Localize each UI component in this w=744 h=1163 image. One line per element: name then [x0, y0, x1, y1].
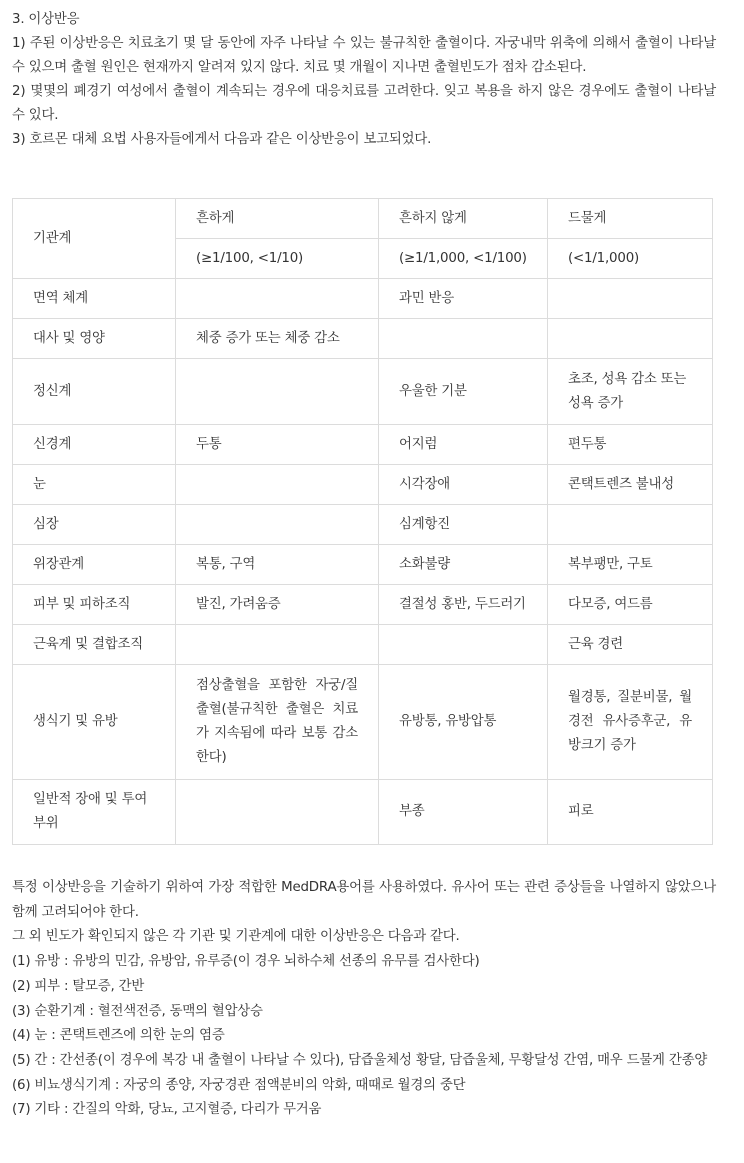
list-item: (3) 순환기계 : 혈전색전증, 동맥의 혈압상승 [12, 1003, 263, 1019]
additional-reactions-section [12, 876, 716, 1123]
uncommon-cell: 부종 [379, 780, 548, 845]
rare-cell: 복부팽만, 구토 [548, 545, 713, 585]
organ-cell: 정신계 [13, 359, 176, 425]
list-item: (1) 유방 : 유방의 민감, 유방암, 유루증(이 경우 뇌하수체 선종의 유무를 검사한다) [12, 954, 480, 970]
organ-cell: 눈 [13, 465, 176, 505]
common-cell [176, 359, 379, 425]
list-item: (2) 피부 : 탈모증, 간반 [12, 978, 145, 994]
organ-cell: 생식기 및 유방 [13, 665, 176, 780]
uncommon-cell: 시각장애 [379, 465, 548, 505]
list-item: (6) 비뇨생식기계 : 자궁의 종양, 자궁경관 점액분비의 악화, 때때로 월경의 중단 [12, 1077, 466, 1093]
rare-cell [548, 279, 713, 319]
table-row [13, 585, 713, 625]
intro-paragraph-2: 2) 몇몇의 폐경기 여성에서 출혈이 계속되는 경우에 대응치료를 고려한다. 잊고 복용을 하지 않은 경우에도 출혈이 나타날 수 있다. [12, 84, 716, 123]
list-item: (5) 간 : 간선종(이 경우에 복강 내 출혈이 나타날 수 있다), 담즙울체성 황달, 담즙울체, 무황달성 간염, 매우 드물게 간종양 [12, 1052, 708, 1068]
common-cell [176, 505, 379, 545]
header-organ-system: 기관계 [13, 199, 176, 279]
list-item: (4) 눈 : 콘택트렌즈에 의한 눈의 염증 [12, 1028, 225, 1044]
common-cell [176, 625, 379, 665]
header-rare: 드물게 [548, 199, 713, 239]
rare-cell [548, 505, 713, 545]
common-cell [176, 780, 379, 845]
table-header-row [13, 199, 713, 239]
intro-paragraph-3: 3) 호르몬 대체 요법 사용자들에게서 다음과 같은 이상반응이 보고되었다. [12, 132, 432, 147]
table-row [13, 425, 713, 465]
table-row [13, 465, 713, 505]
common-cell [176, 465, 379, 505]
uncommon-cell: 우울한 기분 [379, 359, 548, 425]
common-cell: 복통, 구역 [176, 545, 379, 585]
rare-cell [548, 319, 713, 359]
uncommon-cell: 과민 반응 [379, 279, 548, 319]
uncommon-cell: 결절성 홍반, 두드러기 [379, 585, 548, 625]
rare-cell: 피로 [548, 780, 713, 845]
uncommon-cell: 어지럼 [379, 425, 548, 465]
meddra-note: 특정 이상반응을 기술하기 위하여 가장 적합한 MedDRA용어를 사용하였다. 유사어 또는 관련 증상들을 나열하지 않았으나 함께 고려되어야 한다. [12, 880, 716, 920]
rare-cell: 월경통, 질분비물, 월경전 유사증후군, 유방크기 증가 [548, 665, 713, 780]
organ-cell: 피부 및 피하조직 [13, 585, 176, 625]
organ-cell: 면역 체계 [13, 279, 176, 319]
header-uncommon-frequency: (≥1/1,000, <1/100) [379, 239, 548, 279]
uncommon-cell: 소화불량 [379, 545, 548, 585]
organ-cell: 근육계 및 결합조직 [13, 625, 176, 665]
uncommon-cell: 유방통, 유방압통 [379, 665, 548, 780]
table-row [13, 279, 713, 319]
organ-cell: 심장 [13, 505, 176, 545]
table-row [13, 505, 713, 545]
section-heading: 3. 이상반응 [12, 12, 80, 27]
uncommon-cell [379, 625, 548, 665]
uncommon-cell [379, 319, 548, 359]
intro-paragraph-1: 1) 주된 이상반응은 치료초기 몇 달 동안에 자주 나타날 수 있는 불규칙한 출혈이다. 자궁내막 위축에 의해서 출혈이 나타날 수 있으며 출혈 원인은 현재까지 알려져 있지 않다. 치료 몇 개월이 지나면 출혈빈도가 점차 감소된다. [12, 36, 716, 75]
other-reactions-intro: 그 외 빈도가 확인되지 않은 각 기관 및 기관계에 대한 이상반응은 다음과 같다. [12, 929, 460, 945]
adverse-reactions-table [12, 198, 713, 845]
header-common-frequency: (≥1/100, <1/10) [176, 239, 379, 279]
organ-cell: 대사 및 영양 [13, 319, 176, 359]
organ-cell: 신경계 [13, 425, 176, 465]
common-cell: 점상출혈을 포함한 자궁/질출혈(불규칙한 출혈은 치료가 지속됨에 따라 보통 감소한다) [176, 665, 379, 780]
common-cell: 체중 증가 또는 체중 감소 [176, 319, 379, 359]
list-item: (7) 기타 : 간질의 악화, 당뇨, 고지혈증, 다리가 무거움 [12, 1102, 322, 1118]
rare-cell: 다모증, 여드름 [548, 585, 713, 625]
common-cell: 두통 [176, 425, 379, 465]
table-row [13, 780, 713, 845]
header-common: 흔하게 [176, 199, 379, 239]
adverse-reactions-intro [12, 8, 716, 152]
table-row [13, 319, 713, 359]
rare-cell: 콘택트렌즈 불내성 [548, 465, 713, 505]
rare-cell: 편두통 [548, 425, 713, 465]
header-uncommon: 흔하지 않게 [379, 199, 548, 239]
header-rare-frequency: (<1/1,000) [548, 239, 713, 279]
common-cell: 발진, 가려움증 [176, 585, 379, 625]
table-row [13, 665, 713, 780]
table-row [13, 625, 713, 665]
rare-cell: 근육 경련 [548, 625, 713, 665]
table-row [13, 359, 713, 425]
rare-cell: 초조, 성욕 감소 또는 성욕 증가 [548, 359, 713, 425]
organ-cell: 일반적 장애 및 투여부위 [13, 780, 176, 845]
organ-cell: 위장관계 [13, 545, 176, 585]
common-cell [176, 279, 379, 319]
table-row [13, 545, 713, 585]
uncommon-cell: 심계항진 [379, 505, 548, 545]
